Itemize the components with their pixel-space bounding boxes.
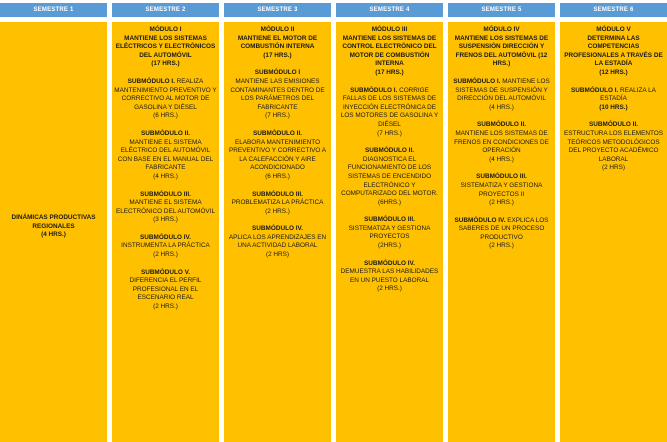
submodule-hours: (2 HRS): [265, 251, 290, 259]
submodule-hours: (2 HRS.): [153, 251, 178, 259]
submodule-title: SUBMÓDULO II.: [365, 147, 414, 155]
submodule-block: [338, 147, 441, 207]
submodule-block: [226, 130, 329, 182]
submodule-hours: (2HRS.): [377, 242, 402, 250]
module-title: MANTIENE EL MOTOR DE COMBUSTIÓN INTERNA: [237, 34, 318, 51]
semester-body: [224, 22, 331, 442]
submodule-block: [338, 87, 441, 139]
submodule-hours: (2 HRS.): [377, 285, 402, 293]
submodule-hours: (2 HRS.): [153, 303, 178, 311]
module-hours: (17 HRS.): [151, 60, 180, 68]
semester-header: SEMESTRE 2: [112, 3, 219, 17]
submodule-text: DIFERENCIA EL PERFIL PROFESIONAL EN EL ESCENARIO REAL: [129, 277, 202, 302]
submodule-hours: (2 HRS.): [265, 207, 290, 215]
submodule-title: SUBMÓDULO II.: [589, 121, 638, 129]
module-title: DETERMINA LAS COMPETENCIAS PROFESIONALES A TRAVÉS DE LA ESTADÍA: [564, 34, 663, 68]
submodule-title: SUBMÓDULO III.: [140, 190, 191, 198]
submodule-block: [226, 191, 329, 217]
submodule-title: SUBMÓDULO IV.: [140, 233, 191, 241]
submodule-text: DIAGNOSTICA EL FUNCIONAMIENTO DE LOS SISTEMAS DE ENCENDIDO ELECTRÓNICO Y COMPUTARIZADO DEL MOTOR.: [341, 155, 438, 198]
submodule-block: [450, 217, 553, 251]
semester-column-1: [0, 0, 107, 442]
submodule-hours: (10 HRS.): [599, 103, 628, 111]
submodule-block: [114, 269, 217, 312]
submodule-block: [114, 130, 217, 182]
submodule-title: SUBMÓDULO I.: [350, 86, 398, 94]
semester-header: SEMESTRE 4: [336, 3, 443, 17]
module-name: MÓDULO IV: [483, 26, 520, 33]
module-block: [450, 26, 553, 69]
submodule-text: MANTIENE LAS EMISIONES CONTAMINANTES DENTRO DE LOS PARÁMETROS DEL FABRICANTE: [230, 77, 325, 111]
module-title: MANTIENE LOS SISTEMAS DE SUSPENSIÓN DIRECCIÓN Y FRENOS DEL AUTOMÓVIL: [454, 34, 549, 59]
module-block: [338, 26, 441, 78]
submodule-title: SUBMÓDULO II.: [253, 129, 302, 137]
submodule-block: [114, 234, 217, 260]
module-hours: (17 HRS.): [263, 51, 292, 59]
submodule-hours: (2 HRS.): [489, 242, 514, 250]
submodule-hours: (4 HRS.): [489, 103, 514, 111]
submodule-text: INSTRUMENTA LA PRÁCTICA: [121, 242, 210, 250]
submodule-block: [562, 87, 665, 113]
submodule-title: SUBMÓDULO I.: [127, 77, 175, 85]
submodule-hours: (6 HRS.): [265, 172, 290, 180]
submodule-block: [114, 78, 217, 121]
submodule-text: SISTEMATIZA Y GESTIONA PROYECTOS II: [460, 181, 543, 198]
module-title: MANTIENE LOS SISTEMAS DE CONTROL ELECTRÓNICO DEL MOTOR DE COMBUSTIÓN INTERNA: [342, 34, 437, 68]
semester-body: [0, 22, 107, 442]
submodule-title: SUBMÓDULO IV.: [454, 216, 506, 224]
module-hours: (12 HRS.): [599, 68, 628, 76]
submodule-title: SUBMÓDULO IV.: [364, 259, 415, 267]
submodule-block: [226, 69, 329, 121]
submodule-block: [450, 121, 553, 164]
submodule-block: [226, 225, 329, 259]
module-name: MÓDULO V: [596, 26, 631, 33]
semester-body: [448, 22, 555, 442]
module-title: DINÁMICAS PRODUCTIVAS REGIONALES: [11, 214, 96, 230]
submodule-text: MANTIENE LOS SISTEMAS DE SUSPENSIÓN Y DIRECCIÓN DEL AUTOMÓVIL: [455, 77, 550, 103]
semester-body: [112, 22, 219, 442]
semester-body: [560, 22, 667, 442]
semester-header: SEMESTRE 3: [224, 3, 331, 17]
module-name: MÓDULO I: [149, 26, 182, 33]
submodule-hours: (3 HRS.): [153, 216, 178, 224]
submodule-hours: (6 HRS.): [153, 112, 178, 120]
module-block: [226, 26, 329, 60]
submodule-title: SUBMÓDULO III.: [252, 190, 303, 198]
module-title: MANTIENE LOS SISTEMAS ELÉCTRICOS Y ELECTRÓNICOS DEL AUTOMÓVIL: [115, 34, 216, 59]
submodule-title: SUBMÓDULO II.: [141, 129, 190, 137]
submodule-title: SUBMÓDULO II.: [477, 121, 526, 129]
submodule-hours: (4 HRS.): [489, 155, 514, 163]
module-hours: (17 HRS.): [375, 68, 404, 76]
module-hours: (12 HRS.): [492, 51, 548, 68]
submodule-block: [338, 260, 441, 294]
submodule-title: SUBMÓDULO IV.: [252, 225, 303, 233]
submodule-title: SUBMÓDULO I: [254, 69, 301, 77]
submodule-hours: (6HRS.): [377, 198, 402, 206]
submodule-title: SUBMÓDULO III.: [364, 216, 415, 224]
semester-column-3: [224, 0, 331, 442]
semester-header: SEMESTRE 6: [560, 3, 667, 17]
semester-body: [336, 22, 443, 442]
submodule-text: MANTIENE LOS SISTEMAS DE FRENOS EN CONDICIONES DE OPERACIÓN: [454, 129, 549, 155]
submodule-text: ESTRUCTURA LOS ELEMENTOS TEÓRICOS METODOLÓGICOS DEL PROYECTO ACADÉMICO LABORAL: [564, 129, 663, 163]
submodule-text: PROBLEMATIZA LA PRÁCTICA: [231, 199, 324, 207]
submodule-block: [114, 191, 217, 225]
submodule-hours: (2 HRS.): [489, 199, 514, 207]
semester-column-6: [560, 0, 667, 442]
module-hours: (4 HRS.): [41, 231, 66, 239]
submodule-title: SUBMÓDULO I.: [453, 77, 501, 85]
module-name: MÓDULO II: [260, 26, 295, 33]
submodule-block: [562, 121, 665, 173]
semester-column-4: [336, 0, 443, 442]
semester-header: SEMESTRE 1: [0, 3, 107, 17]
submodule-hours: (2 HRS): [601, 164, 626, 172]
submodule-text: EXPLICA LOS SABERES DE UN PROCESO PRODUCTIVO: [458, 216, 549, 241]
submodule-text: SISTEMATIZA Y GESTIONA PROYECTOS: [348, 224, 431, 241]
submodule-text: DEMUESTRA LAS HABILIDADES EN UN PUESTO LABORAL: [340, 268, 439, 284]
semester-column-5: [448, 0, 555, 442]
submodule-text: REALIZA LA ESTADÍA: [600, 86, 656, 103]
submodule-block: [338, 216, 441, 250]
submodule-block: [450, 78, 553, 112]
submodule-text: CORRIGE FALLAS DE LOS SISTEMAS DE INYECCIÓN ELECTRÓNICA DE LOS MOTORES DE GASOLINA Y DIÉSEL: [340, 86, 439, 128]
submodule-hours: (7 HRS.): [377, 129, 402, 137]
submodule-text: MANTIENE EL SISTEMA ELECTRÓNICO DEL AUTOMÓVIL: [115, 199, 216, 215]
submodule-title: SUBMÓDULO I.: [571, 86, 619, 94]
semester-column-2: [112, 0, 219, 442]
submodule-title: SUBMÓDULO III.: [476, 173, 527, 181]
submodule-block: [450, 173, 553, 207]
semester-header: SEMESTRE 5: [448, 3, 555, 17]
submodule-text: MANTIENE EL SISTEMA ELÉCTRICO DEL AUTOMÓVIL CON BASE EN EL MANUAL DEL FABRICANTE: [117, 138, 214, 172]
submodule-text: REALIZA MANTENIMIENTO PREVENTIVO Y CORRECTIVO AL MOTOR DE GASOLINA Y DIÉSEL: [114, 77, 217, 111]
submodule-text: APLICA LOS APRENDIZAJES EN UNA ACTIVIDAD LABORAL: [228, 233, 327, 250]
submodule-hours: (7 HRS.): [265, 112, 290, 120]
module-block: [114, 26, 217, 69]
submodule-title: SUBMÓDULO V.: [140, 268, 191, 276]
submodule-hours: (4 HRS.): [153, 172, 178, 180]
module-block: [562, 26, 665, 78]
module-name: MÓDULO III: [371, 26, 408, 33]
submodule-text: ELABORA MANTENIMIENTO PREVENTIVO Y CORRECTIVO A LA CALEFACCIÓN Y AIRE ACONDICIONADO: [228, 138, 327, 172]
